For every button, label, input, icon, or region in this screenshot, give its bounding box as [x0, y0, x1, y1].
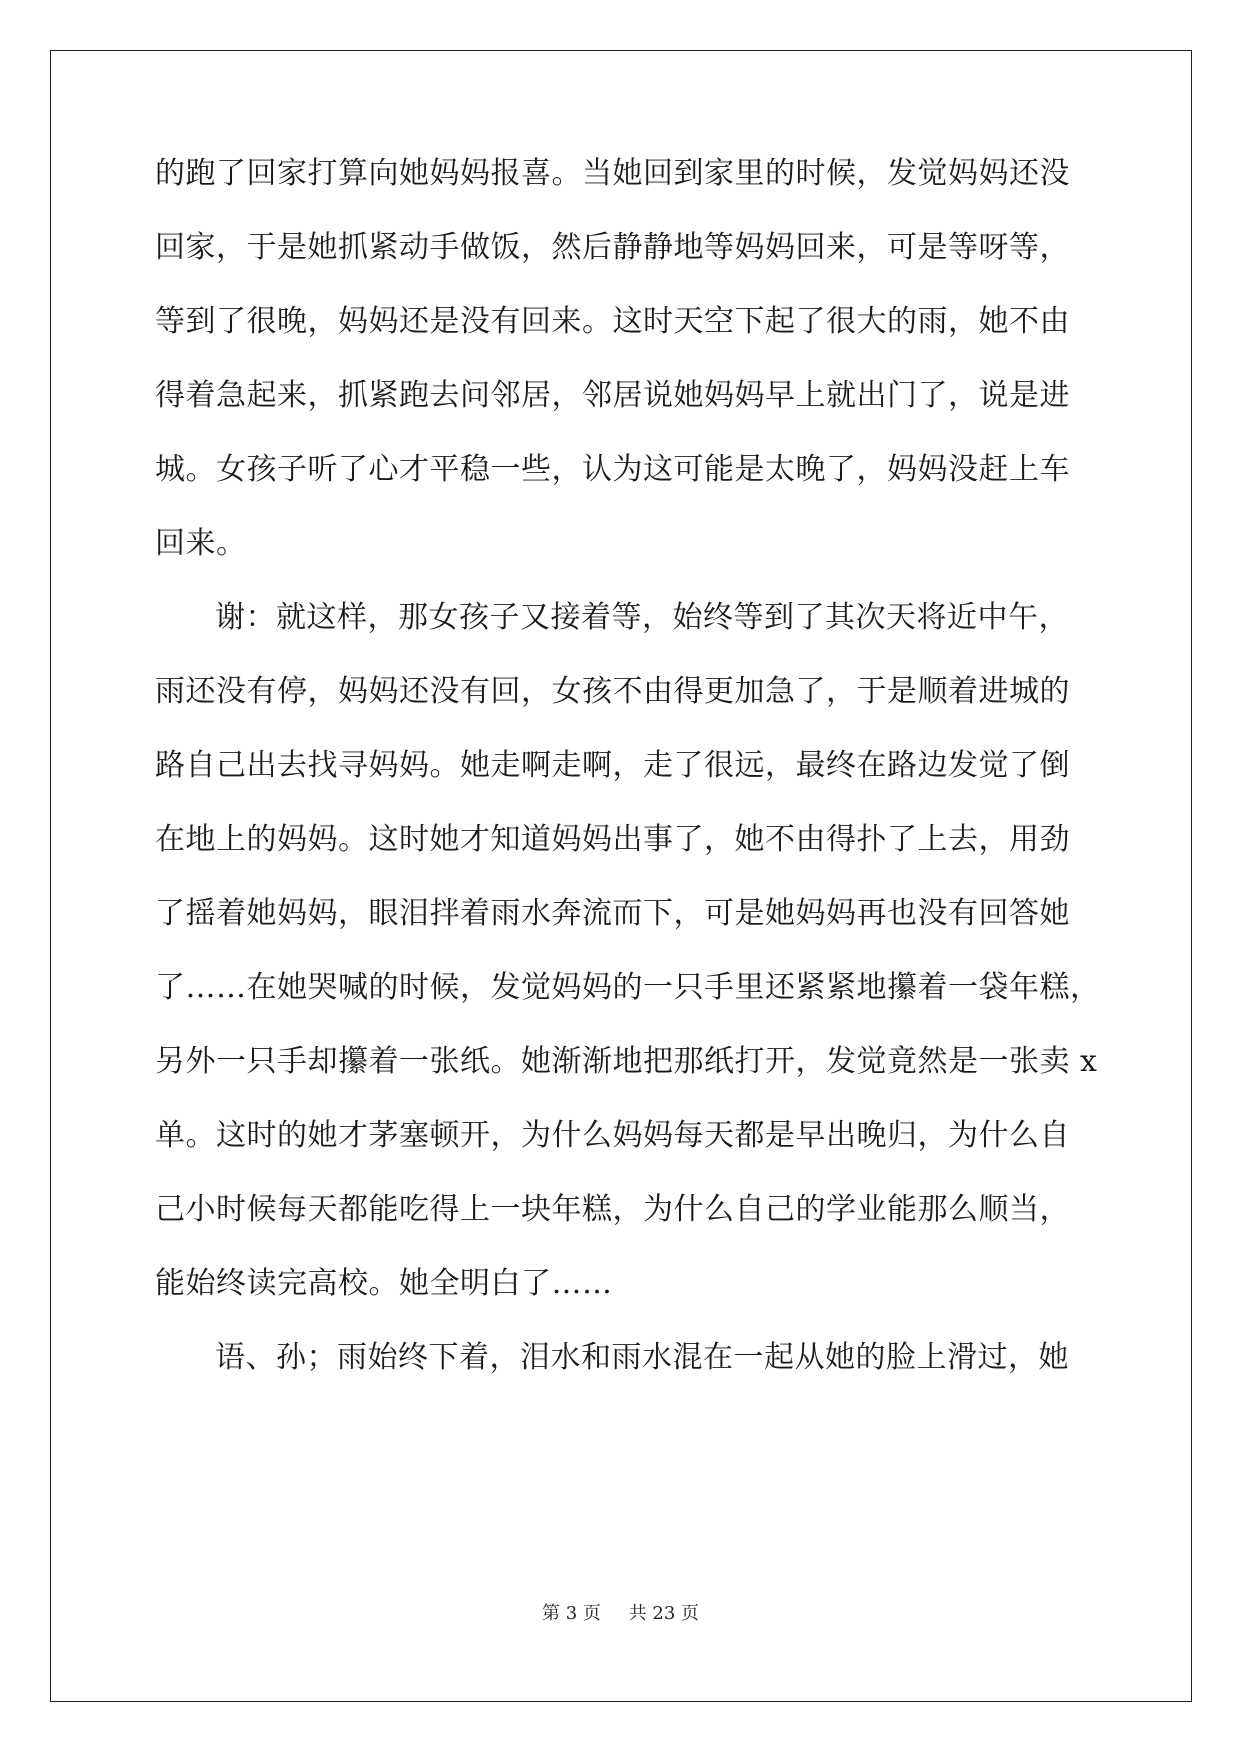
text-line: 雨还没有停，妈妈还没有回，女孩不由得更加急了，于是顺着进城的 [155, 674, 1070, 709]
text-line: 回来。 [155, 526, 247, 561]
paragraph-first-line: 谢：就这样，那女孩子又接着等，始终等到了其次天将近中午， [215, 600, 1069, 635]
paragraph-first-line: 语、孙；雨始终下着，泪水和雨水混在一起从她的脸上滑过，她 [215, 1340, 1069, 1375]
page-number: 第 3 页 [542, 1603, 601, 1624]
text-line: 等到了很晚，妈妈还是没有回来。这时天空下起了很大的雨，她不由 [155, 304, 1070, 339]
text-line: 了摇着她妈妈，眼泪拌着雨水奔流而下，可是她妈妈再也没有回答她 [155, 896, 1070, 931]
text-line: 的跑了回家打算向她妈妈报喜。当她回到家里的时候，发觉妈妈还没 [155, 156, 1070, 191]
text-line: 能始终读完高校。她全明白了…… [155, 1266, 613, 1301]
text-line: 回家，于是她抓紧动手做饭，然后静静地等妈妈回来，可是等呀等， [155, 230, 1070, 265]
page-footer [0, 1602, 1241, 1626]
total-pages: 共 23 页 [628, 1603, 699, 1624]
text-line: 得着急起来，抓紧跑去问邻居，邻居说她妈妈早上就出门了，说是进 [155, 378, 1070, 413]
text-line: 单。这时的她才茅塞顿开，为什么妈妈每天都是早出晚归，为什么自 [155, 1118, 1070, 1153]
text-line: 另外一只手却攥着一张纸。她渐渐地把那纸打开，发觉竟然是一张卖 x [155, 1044, 1098, 1079]
text-line: 了……在她哭喊的时候，发觉妈妈的一只手里还紧紧地攥着一袋年糕， [155, 970, 1101, 1005]
text-line: 路自己出去找寻妈妈。她走啊走啊，走了很远，最终在路边发觉了倒 [155, 748, 1070, 783]
text-line: 城。女孩子听了心才平稳一些，认为这可能是太晚了，妈妈没赶上车 [155, 452, 1070, 487]
text-line: 在地上的妈妈。这时她才知道妈妈出事了，她不由得扑了上去，用劲 [155, 822, 1070, 857]
text-line: 己小时候每天都能吃得上一块年糕，为什么自己的学业能那么顺当， [155, 1192, 1070, 1227]
